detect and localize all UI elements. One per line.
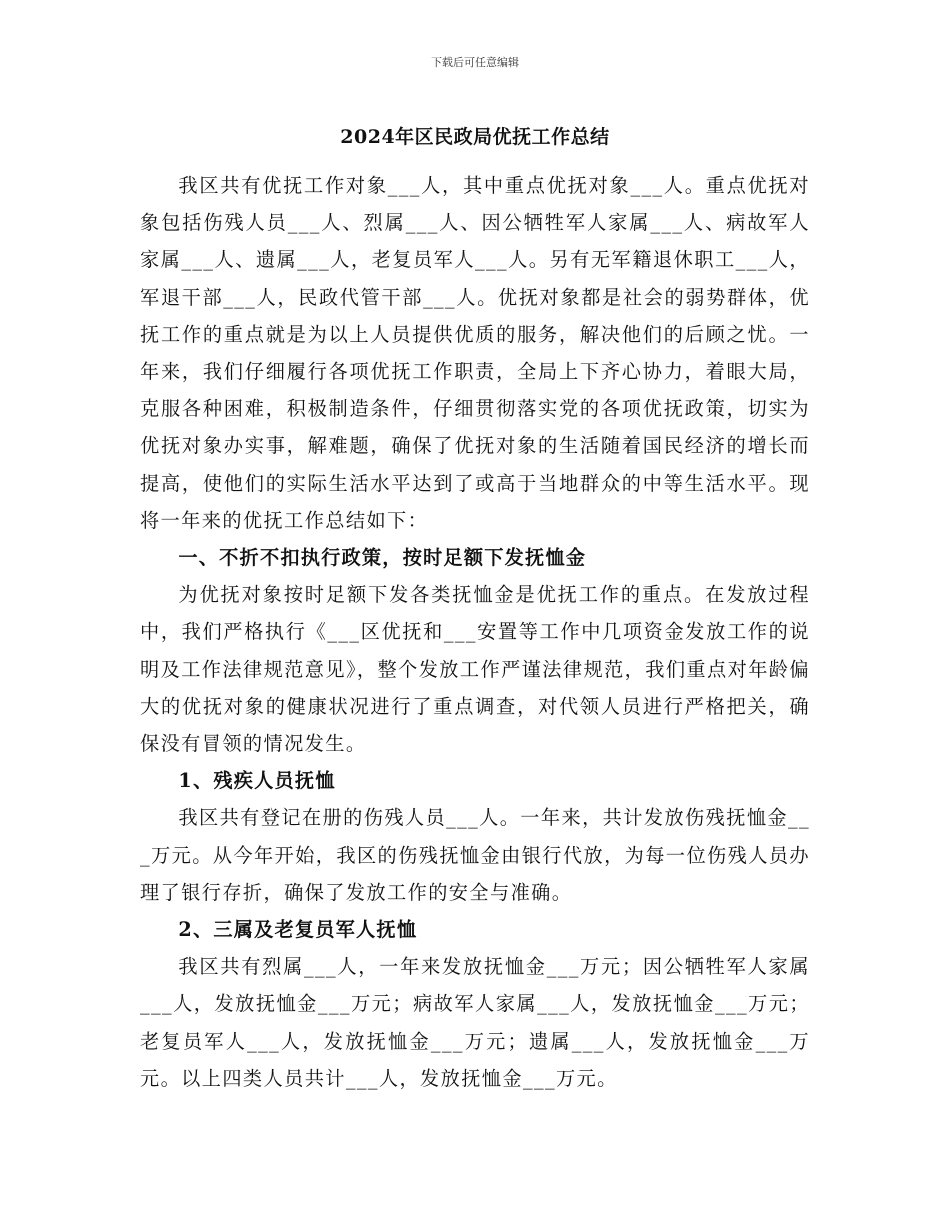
subsection-2-paragraph: 我区共有烈属___人，一年来发放抚恤金___万元；因公牺牲军人家属___人，发放抚恤金___万元；病故军人家属___人，发放抚恤金___万元；老复员军人___人，发放抚恤金___万元；遗属___人，发放抚恤金___万元。以上四类人员共计___人，发放抚恤金___万元。: [140, 955, 810, 1090]
page-header-note: 下载后可任意编辑: [431, 56, 519, 69]
intro-paragraph: 我区共有优抚工作对象___人，其中重点优抚对象___人。重点优抚对象包括伤残人员___人、烈属___人、因公牺牲军人家属___人、病故军人家属___人、遗属___人，老复员军人___人。另有无军籍退休职工___人，军退干部___人，民政代管干部___人。优抚对象都是社会的弱势群体，优抚工作的重点就是为以上人员提供优质的服务，解决他们的后顾之忧。一年来，我们仔细履行各项优抚工作职责，全局上下齐心协力，着眼大局，克服各种困难，积极制造条件，仔细贯彻落实党的各项优抚政策，切实为优抚对象办实事，解难题，确保了优抚对象的生活随着国民经济的增长而提高，使他们的实际生活水平达到了或高于当地群众的中等生活水平。现将一年来的优抚工作总结如下：: [140, 174, 810, 532]
subsection-1-heading: 1、残疾人员抚恤: [178, 769, 336, 793]
section-1-heading: 一、不折不扣执行政策，按时足额下发抚恤金: [178, 546, 587, 570]
document-body: [140, 167, 810, 1097]
document-title: 2024年区民政局优抚工作总结: [340, 126, 610, 148]
subsection-2-heading: 2、三属及老复员军人抚恤: [178, 918, 418, 942]
section-1-paragraph: 为优抚对象按时足额下发各类抚恤金是优抚工作的重点。在发放过程中，我们严格执行《___区优抚和___安置等工作中几项资金发放工作的说明及工作法律规范意见》，整个发放工作严谨法律规范，我们重点对年龄偏大的优抚对象的健康状况进行了重点调查，对代领人员进行严格把关，确保没有冒领的情况发生。: [140, 583, 810, 756]
subsection-1-paragraph: 我区共有登记在册的伤残人员___人。一年来，共计发放伤残抚恤金___万元。从今年开始，我区的伤残抚恤金由银行代放，为每一位伤残人员办理了银行存折，确保了发放工作的安全与准确。: [140, 806, 810, 904]
